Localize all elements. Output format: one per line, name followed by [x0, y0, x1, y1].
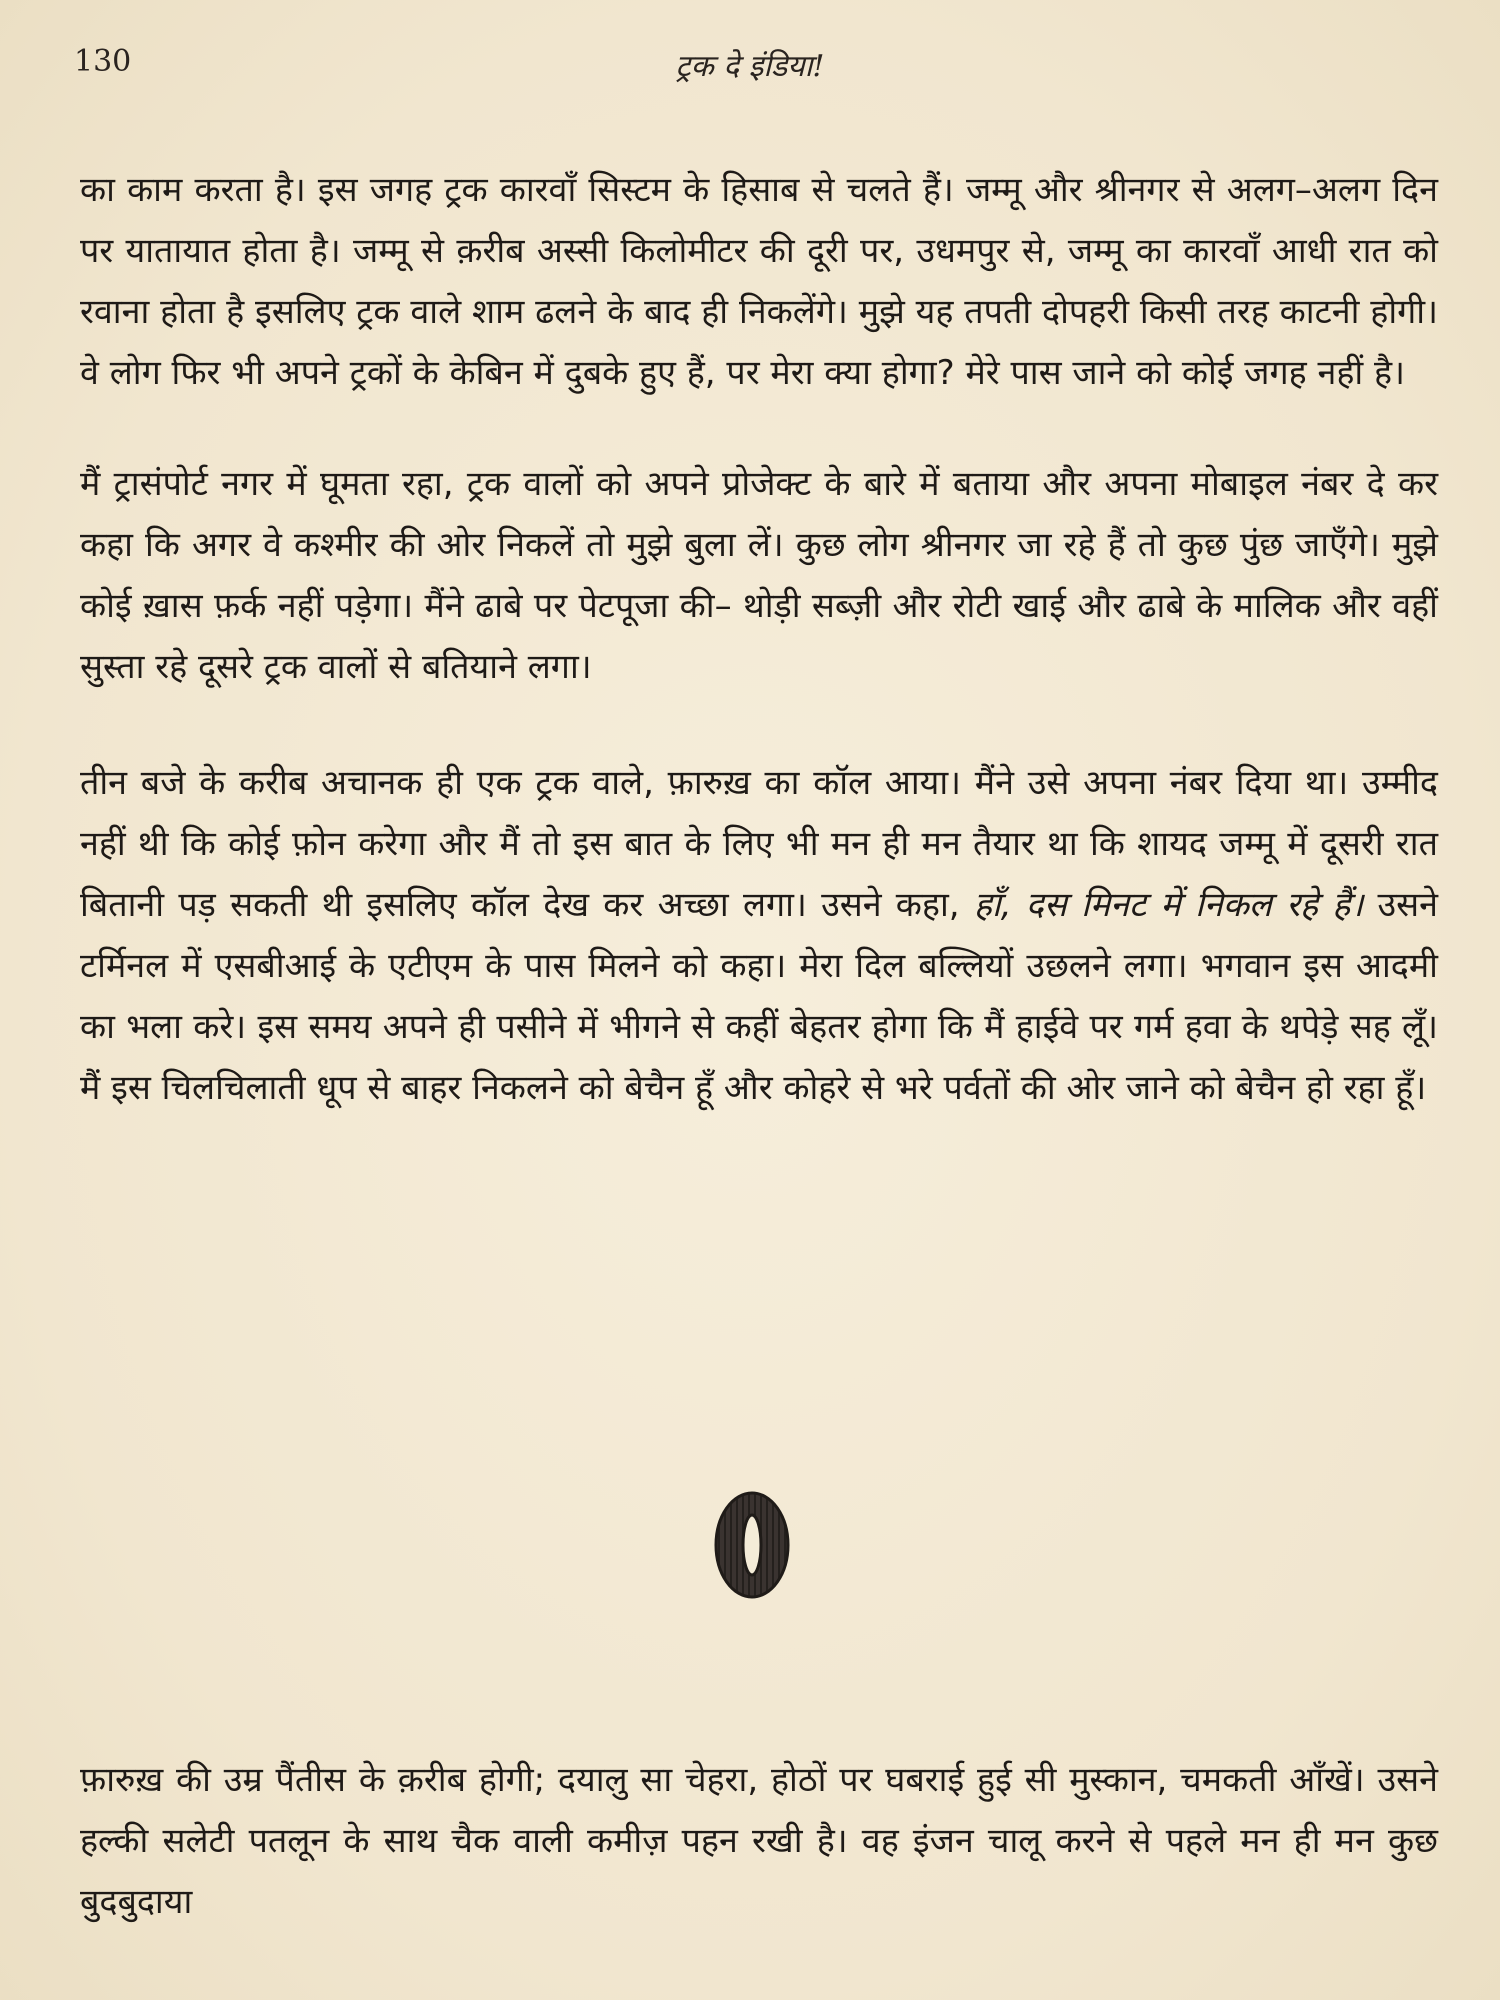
- page-header: [70, 44, 1430, 84]
- tyre-icon: [712, 1490, 792, 1600]
- paragraph-3: [80, 753, 1438, 1119]
- page-number: 130: [74, 44, 132, 79]
- paragraph-3-quote: हाँ, दस मिनट में निकल रहे हैं।: [973, 885, 1364, 925]
- paragraph-4: फ़ारुख़ की उम्र पैंतीस के क़रीब होगी; दयालु सा चेहरा, होठों पर घबराई हुई सी मुस्कान, चमकती आँखें। उसने हल्की सलेटी पतलून के साथ चैक वाली कमीज़ पहन रखी है। वह इंजन चालू करने से पहले मन ही मन कुछ बुदबुदाया: [80, 1760, 1438, 1922]
- body-text: [80, 160, 1438, 1119]
- running-title: ट्रक दे इंडिया!: [675, 49, 825, 84]
- paragraph-3-end: उसने टर्मिनल में एसबीआई के एटीएम के पास मिलने को कहा। मेरा दिल बल्लियों उछलने लगा। भगवान इस आदमी का भला करे। इस समय अपने ही पसीने में भीगने से कहीं बेहतर होगा कि मैं हाईवे पर गर्म हवा के थपेड़े सह लूँ। मैं इस चिलचिलाती धूप से बाहर निकलने को बेचैन हूँ और कोहरे से भरे पर्वतों की ओर जाने को बेचैन हो रहा हूँ।: [80, 885, 1438, 1108]
- body-text-bottom: [80, 1750, 1438, 1933]
- paragraph-2: मैं ट्रासंपोर्ट नगर में घूमता रहा, ट्रक वालों को अपने प्रोजेक्ट के बारे में बताया और अपना मोबाइल नंबर दे कर कहा कि अगर वे कश्मीर की ओर निकलें तो मुझे बुला लें। कुछ लोग श्रीनगर जा रहे हैं तो कुछ पुंछ जाएँगे। मुझे कोई ख़ास फ़र्क नहीं पड़ेगा। मैंने ढाबे पर पेटपूजा की– थोड़ी सब्ज़ी और रोटी खाई और ढाबे के मालिक और वहीं सुस्ता रहे दूसरे ट्रक वालों से बतियाने लगा।: [80, 464, 1438, 687]
- paragraph-1: का काम करता है। इस जगह ट्रक कारवाँ सिस्टम के हिसाब से चलते हैं। जम्मू और श्रीनगर से अलग–अलग दिन पर यातायात होता है। जम्मू से क़रीब अस्सी किलोमीटर की दूरी पर, उधमपुर से, जम्मू का कारवाँ आधी रात को रवाना होता है इसलिए ट्रक वाले शाम ढलने के बाद ही निकलेंगे। मुझे यह तपती दोपहरी किसी तरह काटनी होगी। वे लोग फिर भी अपने ट्रकों के केबिन में दुबके हुए हैं, पर मेरा क्या होगा? मेरे पास जाने को कोई जगह नहीं है।: [80, 170, 1438, 393]
- paragraph-3-start: तीन बजे के करीब अचानक ही एक ट्रक वाले, फ़ारुख़ का कॉल आया। मैंने उसे अपना नंबर दिया था। उम्मीद नहीं थी कि कोई फ़ोन करेगा और मैं तो इस बात के लिए भी मन ही मन तैयार था कि शायद जम्मू में दूसरी रात बितानी पड़ सकती थी इसलिए कॉल देख कर अच्छा लगा। उसने कहा,: [80, 763, 1438, 925]
